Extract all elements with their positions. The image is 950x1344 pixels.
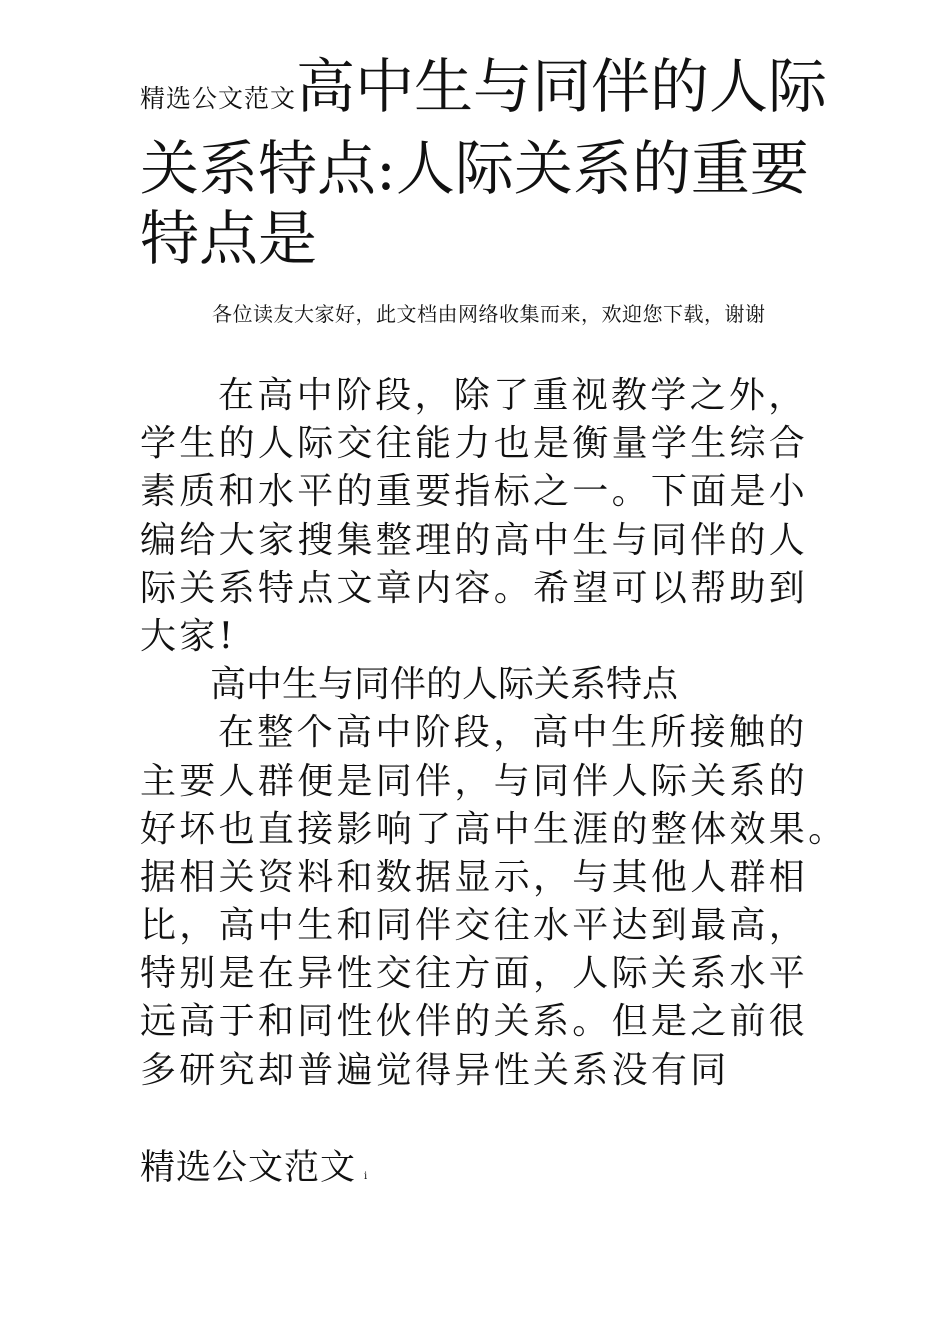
page-footer [140, 1140, 367, 1190]
body-line: 远高于和同性伙伴的关系。但是之前很 [140, 1001, 809, 1043]
body-line: 比，高中生和同伴交往水平达到最高， [140, 905, 809, 947]
body-line: 特别是在异性交往方面，人际关系水平 [140, 953, 809, 995]
body-line: 好坏也直接影响了高中生涯的整体效果。 [140, 808, 848, 850]
footer-label: 精选公文范文 [140, 1148, 357, 1188]
body-line: 在高中阶段，除了重视教学之外， [218, 375, 808, 416]
greeting-text: 各位读友大家好，此文档由网络收集而来，欢迎您下载，谢谢 [212, 302, 766, 326]
body-line: 际关系特点文章内容。希望可以帮助到 [140, 567, 809, 609]
body-line: 学生的人际交往能力也是衡量学生综合 [140, 423, 809, 465]
title-text-1: 高中生与同伴的人际 [296, 52, 828, 121]
body-line: 主要人群便是同伴，与同伴人际关系的 [140, 760, 809, 802]
body-line: 编给大家搜集整理的高中生与同伴的人 [140, 519, 809, 561]
body-line: 多研究却普遍觉得异性关系没有同 [140, 1049, 730, 1091]
footer-page-number: i [364, 1171, 368, 1182]
body-line: 据相关资料和数据显示，与其他人群相 [140, 856, 809, 898]
title-line-1 [140, 52, 830, 134]
body-line: 大家! [140, 615, 237, 657]
title-line-3: 特点是 [140, 204, 318, 273]
title-block [140, 52, 830, 274]
body-line: 在整个高中阶段，高中生所接触的 [218, 712, 808, 754]
section-heading: 高中生与同伴的人际关系特点 [210, 664, 679, 706]
body-line: 素质和水平的重要指标之一。下面是小 [140, 471, 809, 513]
title-line-2: 关系特点:人际关系的重要 [140, 134, 809, 203]
body-text [140, 372, 860, 1095]
header-prefix: 精选公文范文 [140, 84, 297, 113]
